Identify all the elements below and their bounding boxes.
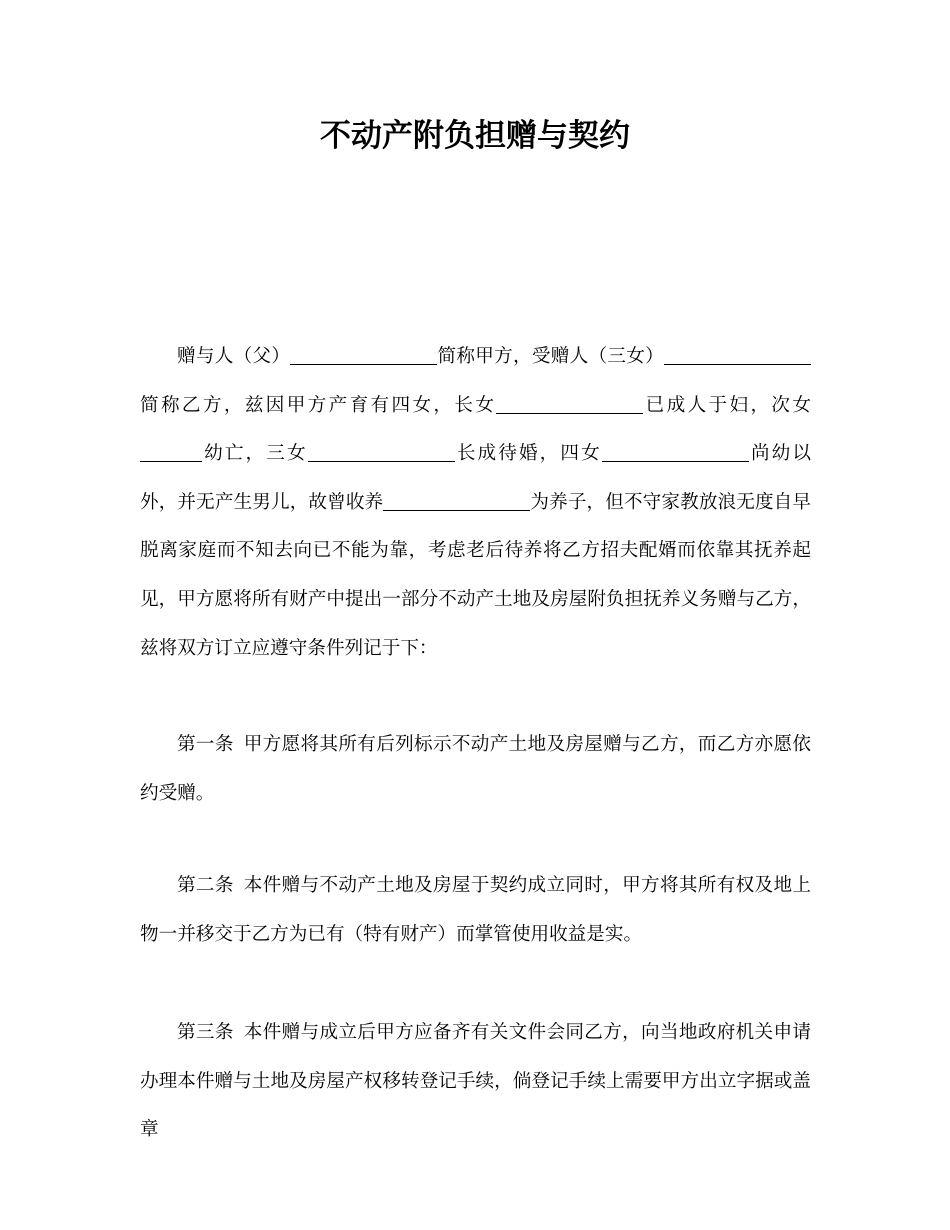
clause-3 bbox=[140, 1009, 811, 1155]
preamble-text bbox=[140, 333, 811, 673]
preamble-segment-5: 长成待婚，四女 bbox=[454, 443, 602, 465]
clause-number: 第三条 bbox=[177, 1022, 234, 1043]
donor-label: 赠与人（父） bbox=[177, 346, 291, 367]
blank-eldest-daughter bbox=[496, 395, 643, 414]
preamble-segment-4: 幼亡，三女 bbox=[202, 443, 308, 465]
preamble-segment-6: 尚幼以外，并无产生男儿，故曾收养 bbox=[140, 443, 811, 513]
clause-1 bbox=[140, 721, 811, 818]
clause-number: 第一条 bbox=[177, 734, 234, 755]
blank-third-daughter bbox=[308, 443, 455, 462]
preamble-paragraph bbox=[140, 333, 811, 673]
blank-fourth-daughter bbox=[602, 443, 749, 462]
preamble-segment-2: 简称乙方，兹因甲方产育有四女，长女 bbox=[140, 394, 497, 416]
clause-text: 本件赠与成立后甲方应备齐有关文件会同乙方，向当地政府机关申请办理本件赠与土地及房屋产权移转登记手续，倘登记手续上需要甲方出立字据或盖章 bbox=[140, 1022, 811, 1141]
document-title: 不动产附负担赠与契约 bbox=[320, 118, 630, 154]
blank-adopted-son bbox=[383, 492, 530, 511]
blank-donee-name bbox=[664, 346, 811, 365]
clause-text: 本件赠与不动产土地及房屋于契约成立同时，甲方将其所有权及地上物一并移交于乙方为已有（特有财产）而掌管使用收益是实。 bbox=[140, 875, 811, 945]
preamble-segment-7: 为养子，但不守家教放浪无度自早脱离家庭而不知去向已不能为靠，考虑老后待养将乙方招夫配婿而依靠其抚养起见，甲方愿将所有财产中提出一部分不动产土地及房屋附负担抚养义务赠与乙方，兹将双方订立应遵守条件列记于下： bbox=[140, 491, 811, 659]
clause-text: 甲方愿将其所有后列标示不动产土地及房屋赠与乙方，而乙方亦愿依约受赠。 bbox=[140, 734, 811, 804]
blank-second-daughter bbox=[140, 443, 202, 462]
preamble-segment-3: 已成人于妇，次女 bbox=[643, 394, 811, 416]
clause-2 bbox=[140, 862, 811, 959]
blank-donor-name bbox=[290, 346, 437, 365]
clause-number: 第二条 bbox=[177, 875, 234, 896]
preamble-segment-1: 简称甲方，受赠人（三女） bbox=[437, 346, 664, 367]
